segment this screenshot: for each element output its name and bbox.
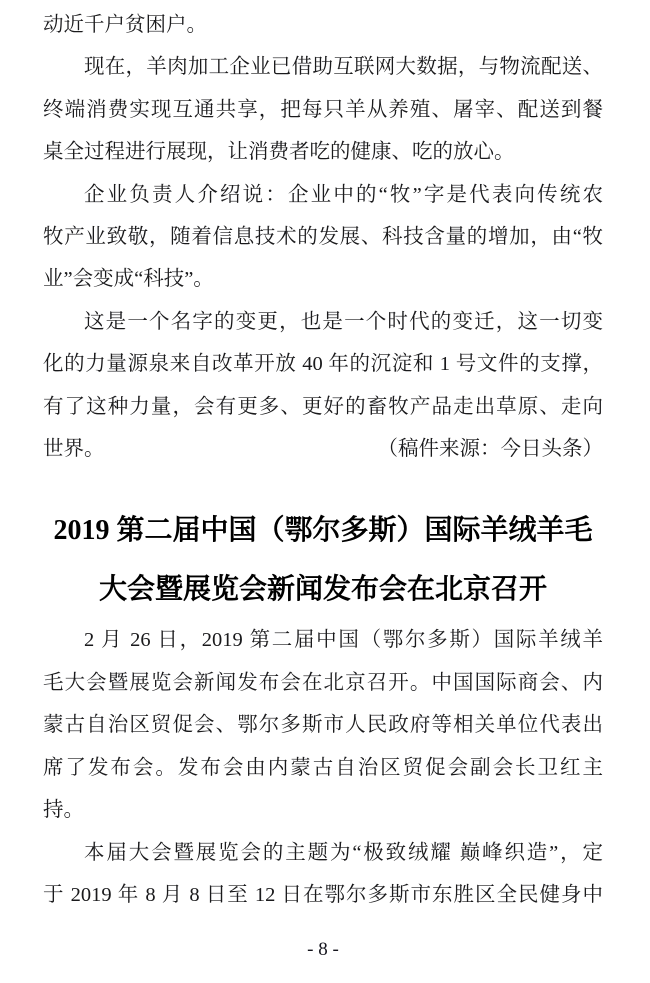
paragraph-line: 2 月 26 日，2019 第二届中国（鄂尔多斯）国际羊绒羊 bbox=[84, 629, 603, 652]
paragraph-line: 牧产业致敬，随着信息技术的发展、科技含量的增加，由“牧 bbox=[43, 226, 603, 249]
paragraph-line-with-source bbox=[43, 428, 603, 470]
source-credit: （稿件来源：今日头条） bbox=[377, 438, 603, 461]
paragraph-line: 现在，羊肉加工企业已借助互联网大数据，与物流配送、 bbox=[84, 56, 603, 79]
paragraph-line: 终端消费实现互通共享，把每只羊从养殖、屠宰、配送到餐 bbox=[43, 98, 603, 121]
paragraph-line: 动近千户贫困户。 bbox=[43, 14, 207, 36]
article-expo bbox=[43, 501, 603, 916]
article-title-line2: 大会暨展览会新闻发布会在北京召开 bbox=[98, 574, 547, 606]
article-title bbox=[43, 501, 603, 619]
paragraph-line: 桌全过程进行展现，让消费者吃的健康、吃的放心。 bbox=[43, 141, 515, 164]
paragraph-line: 毛大会暨展览会新闻发布会在北京召开。中国国际商会、内 bbox=[43, 671, 603, 694]
paragraph-line: 业”会变成“科技”。 bbox=[43, 268, 214, 291]
paragraph-line: 这是一个名字的变更，也是一个时代的变迁，这一切变 bbox=[84, 310, 603, 333]
paragraph-line: 于 2019 年 8 月 8 日至 12 日在鄂尔多斯市东胜区全民健身中 bbox=[43, 883, 603, 906]
paragraph-line: 持。 bbox=[43, 799, 84, 822]
paragraph-line: 化的力量源泉来自改革开放 40 年的沉淀和 1 号文件的支撑， bbox=[43, 353, 603, 376]
paragraph-line: 有了这种力量，会有更多、更好的畜牧产品走出草原、走向 bbox=[43, 395, 603, 418]
paragraph-line: 本届大会暨展览会的主题为“极致绒耀 巅峰织造”，定 bbox=[84, 841, 603, 864]
paragraph-line: 席了发布会。发布会由内蒙古自治区贸促会副会长卫红主 bbox=[43, 756, 603, 779]
article-title-line1: 2019 第二届中国（鄂尔多斯）国际羊绒羊毛 bbox=[53, 515, 593, 547]
paragraph-line: 蒙古自治区贸促会、鄂尔多斯市人民政府等相关单位代表出 bbox=[43, 714, 603, 737]
article-livestock-tail bbox=[43, 4, 603, 470]
paragraph-line: 企业负责人介绍说：企业中的“牧”字是代表向传统农 bbox=[84, 183, 603, 206]
paragraph-end-text: 世界。 bbox=[43, 438, 105, 461]
page-number: - 8 - bbox=[307, 939, 339, 961]
